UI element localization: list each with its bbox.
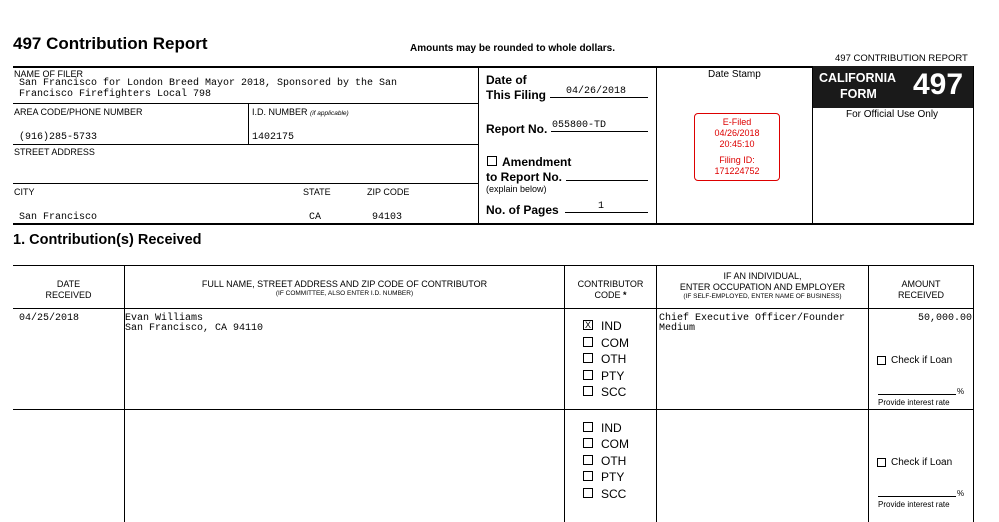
efile-stamp: E-Filed 04/26/2018 20:45:10 Filing ID: 171224752 [694,113,780,181]
id-number-value: 1402175 [252,132,295,143]
explain-note: (explain below) [486,184,547,194]
section-title: 1. Contribution(s) Received [13,232,202,248]
row-occupation: Chief Executive Officer/Founder [659,313,846,324]
code-label-pty: PTY [601,369,625,383]
interest-label: Provide interest rate [878,398,950,407]
code-label-pty: PTY [601,470,625,484]
city-value: San Francisco [19,212,98,223]
header-contributor: FULL NAME, STREET ADDRESS AND ZIP CODE OF CONTRIBUTOR (IF COMMITTEE, ALSO ENTER I.D. NUMBER) [201,279,488,297]
filing-date-value: 04/26/2018 [566,86,627,97]
code-checkbox-com[interactable] [583,337,593,347]
date-filing-label-1: Date of [486,73,527,87]
code-checkbox-scc[interactable] [583,488,593,498]
header-occupation: IF AN INDIVIDUAL, ENTER OCCUPATION AND EMPLOYER (IF SELF-EMPLOYED, ENTER NAME OF BUSINESS) [679,271,846,300]
amendment-checkbox[interactable] [487,156,497,166]
to-report-label: to Report No. [486,170,562,184]
header-date: DATE RECEIVED [45,279,92,300]
code-label-oth: OTH [601,454,627,468]
date-filing-label-2: This Filing [486,88,546,102]
loan-label: Check if Loan [891,355,953,366]
rounding-note: Amounts may be rounded to whole dollars. [410,43,616,54]
loan-checkbox[interactable] [877,458,886,467]
interest-percent: % [957,489,965,498]
code-label-com: COM [601,336,629,350]
report-no-label: Report No. [486,122,548,136]
code-checkbox-scc[interactable] [583,386,593,396]
page-title: 497 Contribution Report [13,34,208,53]
interest-percent: % [957,387,965,396]
row-contributor-address: San Francisco, CA 94110 [125,323,264,334]
state-label: STATE [303,187,331,197]
form-caption: 497 CONTRIBUTION REPORT [835,53,968,64]
code-checkbox-pty[interactable] [583,370,593,380]
code-label-scc: SCC [601,487,627,501]
zip-value: 94103 [372,212,403,223]
form-number-box: CALIFORNIA FORM 497 [813,66,973,108]
filer-name-line2: Francisco Firefighters Local 798 [19,89,212,100]
filer-name-label: NAME OF FILER [14,69,84,79]
interest-label: Provide interest rate [878,500,950,509]
report-no-value: 055800-TD [552,120,607,131]
row-date: 04/25/2018 [19,313,80,324]
code-label-oth: OTH [601,352,627,366]
header-code: CONTRIBUTOR CODE * [577,279,644,300]
pages-label: No. of Pages [486,203,559,217]
state-value: CA [309,212,322,223]
code-label-scc: SCC [601,385,627,399]
code-checkbox-ind[interactable]: X [584,320,591,330]
code-label-com: COM [601,437,629,451]
filer-name-line1: San Francisco for London Breed Mayor 2018, Sponsored by the San [19,78,398,89]
row-amount: 50,000.00 [917,313,972,324]
phone-label: AREA CODE/PHONE NUMBER [14,107,143,117]
city-label: CITY [14,187,35,197]
official-use-label: For Official Use Only [846,109,939,120]
pages-value: 1 [598,201,605,212]
row-employer: Medium [659,323,696,334]
loan-checkbox[interactable] [877,356,886,365]
phone-value: (916)285-5733 [19,132,98,143]
code-checkbox-oth[interactable] [583,353,593,363]
date-stamp-label: Date Stamp [708,69,761,80]
amendment-label: Amendment [502,155,572,169]
id-number-label: I.D. NUMBER (if applicable) [252,107,349,117]
header-amount: AMOUNT RECEIVED [897,279,944,300]
code-checkbox-ind[interactable] [583,422,593,432]
row-contributor-name: Evan Williams [125,313,204,324]
code-checkbox-com[interactable] [583,438,593,448]
zip-label: ZIP CODE [367,187,410,197]
code-label-ind: IND [601,421,622,435]
street-label: STREET ADDRESS [14,147,95,157]
loan-label: Check if Loan [891,457,953,468]
code-checkbox-pty[interactable] [583,471,593,481]
code-checkbox-oth[interactable] [583,455,593,465]
code-label-ind: IND [601,319,622,333]
